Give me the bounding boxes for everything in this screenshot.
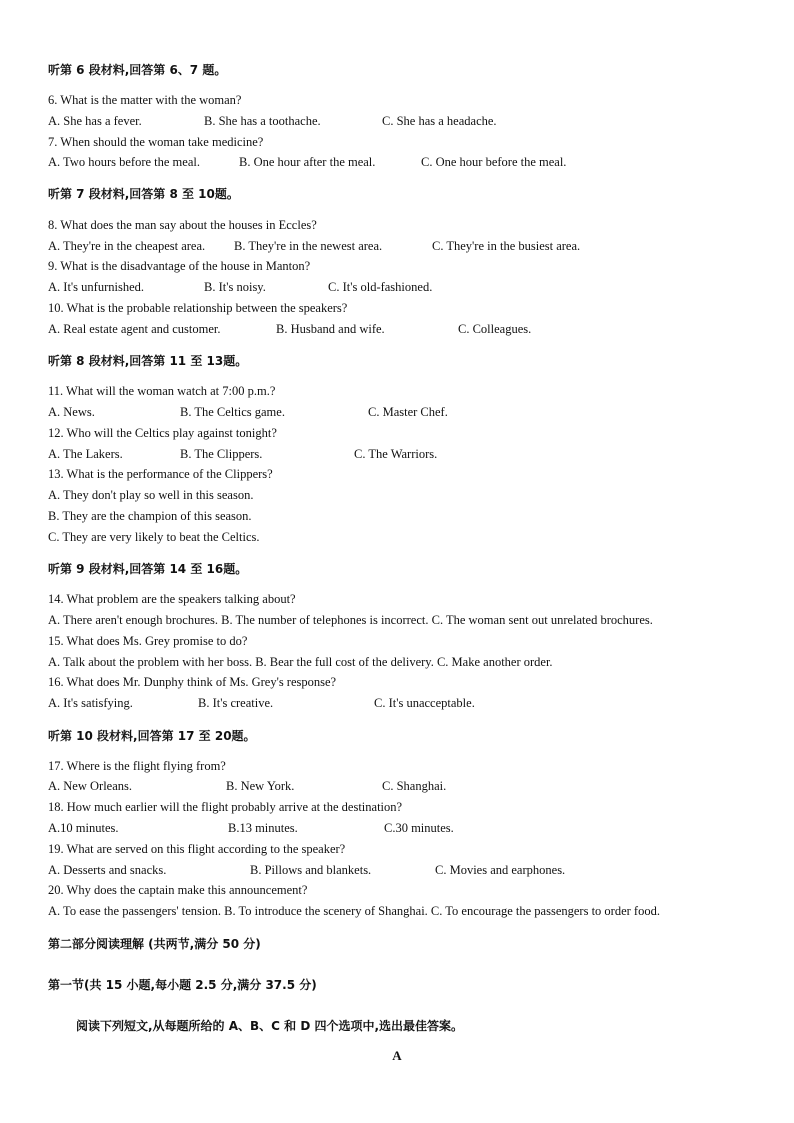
question-15: 15. What does Ms. Grey promise to do? (48, 634, 248, 648)
option-c: C. Movies and earphones. (435, 863, 566, 877)
option-c: C. She has a headache. (382, 114, 497, 128)
question-12: 12. Who will the Celtics play against tonight? (48, 426, 277, 440)
option-b: B. She has a toothache. (204, 114, 321, 128)
option-a: A. Real estate agent and customer. (48, 322, 221, 336)
option-c: C. The Warriors. (354, 447, 438, 461)
option-a: A. The Lakers. (48, 447, 123, 461)
option-a: A. It's unfurnished. (48, 280, 144, 294)
option-b: B. Husband and wife. (276, 322, 385, 336)
question-18: 18. How much earlier will the flight probably arrive at the destination? (48, 800, 403, 814)
option-c: C. They're in the busiest area. (432, 239, 581, 253)
option-a: A. Desserts and snacks. (48, 863, 167, 877)
option-c: C. Colleagues. (458, 322, 532, 336)
option-c: C. Shanghai. (382, 779, 447, 793)
option-a: A.10 minutes. (48, 821, 119, 835)
option-a: A. New Orleans. (48, 779, 133, 793)
option-a: A. News. (48, 405, 95, 419)
question-15-options: A. Talk about the problem with her boss. B. Bear the full cost of the delivery. C. Make another order. (48, 655, 553, 669)
option-c: C. Master Chef. (368, 405, 448, 419)
option-c: C.30 minutes. (384, 821, 454, 835)
question-13-option-c: C. They are very likely to beat the Celtics. (48, 530, 260, 544)
option-b: B. Pillows and blankets. (250, 863, 372, 877)
option-c: C. It's old-fashioned. (328, 280, 433, 294)
option-b: B. It's creative. (198, 696, 274, 710)
question-7: 7. When should the woman take medicine? (48, 135, 264, 149)
section-8-header: 听第 8 段材料,回答第 11 至 13题。 (48, 354, 248, 368)
section-9-header: 听第 9 段材料,回答第 14 至 16题。 (48, 562, 248, 576)
reading-instruction: 阅读下列短文,从每题所给的 A、B、C 和 D 四个选项中,选出最佳答案。 (76, 1019, 464, 1033)
option-b: B. The Clippers. (180, 447, 263, 461)
option-b: B. They're in the newest area. (234, 239, 383, 253)
question-13-option-a: A. They don't play so well in this season. (48, 488, 254, 502)
option-c: C. It's unacceptable. (374, 696, 475, 710)
option-b: B. The Celtics game. (180, 405, 285, 419)
option-a: A. She has a fever. (48, 114, 142, 128)
question-8: 8. What does the man say about the houses in Eccles? (48, 218, 317, 232)
question-16: 16. What does Mr. Dunphy think of Ms. Grey's response? (48, 675, 337, 689)
option-b: B. New York. (226, 779, 295, 793)
question-19: 19. What are served on this flight according to the speaker? (48, 842, 346, 856)
option-a: A. It's satisfying. (48, 696, 133, 710)
question-20-options: A. To ease the passengers' tension. B. To introduce the scenery of Shanghai. C. To encourage the passengers to order food. (48, 904, 660, 918)
question-6: 6. What is the matter with the woman? (48, 93, 242, 107)
question-10: 10. What is the probable relationship between the speakers? (48, 301, 348, 315)
option-b: B.13 minutes. (228, 821, 298, 835)
question-11: 11. What will the woman watch at 7:00 p.m.? (48, 384, 276, 398)
option-c: C. One hour before the meal. (421, 155, 567, 169)
option-b: B. One hour after the meal. (239, 155, 376, 169)
part-2-section-1: 第一节(共 15 小题,每小题 2.5 分,满分 37.5 分) (48, 978, 317, 992)
question-14-options: A. There aren't enough brochures. B. The number of telephones is incorrect. C. The woman sent out unrelated brochures. (48, 613, 653, 627)
passage-label: A (392, 1048, 402, 1063)
section-10-header: 听第 10 段材料,回答第 17 至 20题。 (48, 729, 256, 743)
option-b: B. It's noisy. (204, 280, 266, 294)
part-2-header: 第二部分阅读理解 (共两节,满分 50 分) (48, 937, 261, 951)
question-14: 14. What problem are the speakers talking about? (48, 592, 296, 606)
section-6-header: 听第 6 段材料,回答第 6、7 题。 (48, 63, 227, 77)
question-13-option-b: B. They are the champion of this season. (48, 509, 252, 523)
section-7-header: 听第 7 段材料,回答第 8 至 10题。 (48, 187, 239, 201)
question-9: 9. What is the disadvantage of the house in Manton? (48, 259, 311, 273)
question-17: 17. Where is the flight flying from? (48, 759, 226, 773)
option-a: A. Two hours before the meal. (48, 155, 200, 169)
option-a: A. They're in the cheapest area. (48, 239, 206, 253)
question-20: 20. Why does the captain make this announcement? (48, 883, 308, 897)
question-13: 13. What is the performance of the Clippers? (48, 467, 273, 481)
